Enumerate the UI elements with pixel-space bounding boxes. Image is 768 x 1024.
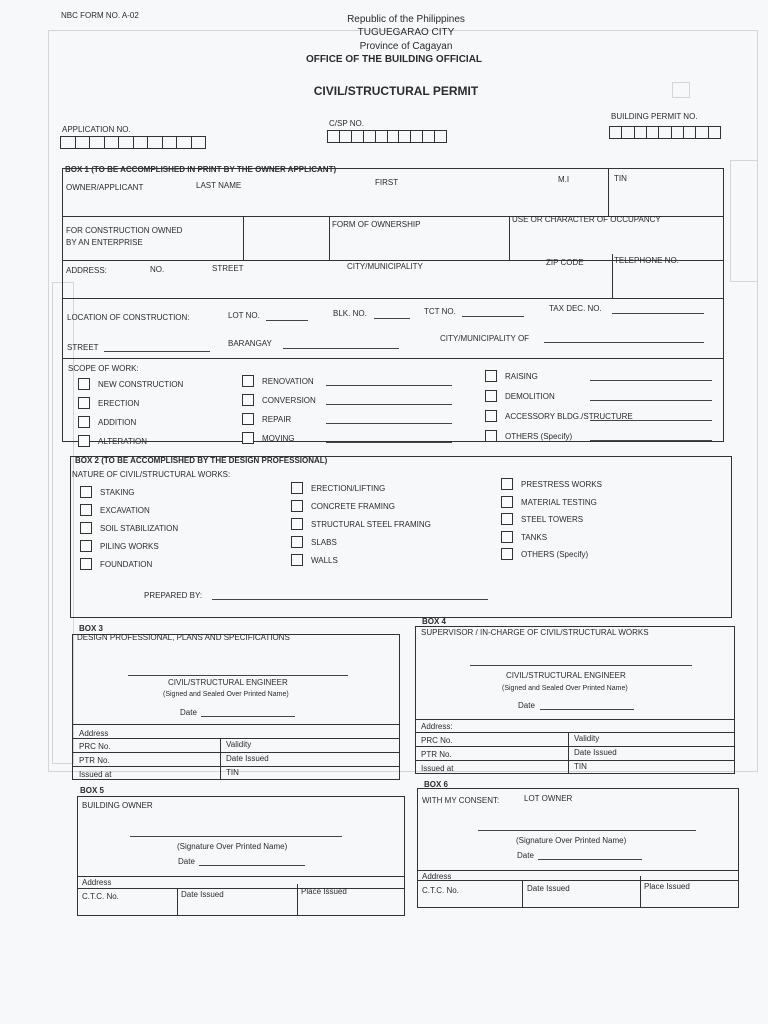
divider bbox=[177, 888, 178, 916]
barangay-label: BARANGAY bbox=[228, 339, 272, 348]
box4-role: CIVIL/STRUCTURAL ENGINEER bbox=[506, 671, 626, 680]
checkbox-label: RAISING bbox=[505, 372, 538, 381]
barangay-line[interactable] bbox=[283, 348, 399, 349]
box3-prc-label: PRC No. bbox=[79, 742, 111, 751]
divider bbox=[415, 732, 735, 733]
checkbox-label: ACCESSORY BLDG./STRUCTURE bbox=[505, 412, 633, 421]
checkbox[interactable] bbox=[242, 375, 254, 387]
box4-date-label: Date bbox=[518, 701, 535, 710]
checkbox-label: ERECTION bbox=[98, 399, 140, 408]
divider bbox=[243, 216, 244, 260]
box3-date-issued-label: Date Issued bbox=[226, 754, 269, 763]
middle-initial-label: M.I bbox=[558, 175, 570, 184]
box3-signature-line[interactable] bbox=[128, 675, 348, 676]
checkbox[interactable] bbox=[485, 370, 497, 382]
box4-tin-label: TIN bbox=[574, 762, 587, 771]
enterprise-label-1: FOR CONSTRUCTION OWNED bbox=[66, 226, 183, 235]
checkbox-label: CONCRETE FRAMING bbox=[311, 502, 395, 511]
checkbox-label: STAKING bbox=[100, 488, 135, 497]
nature-of-works-label: NATURE OF CIVIL/STRUCTURAL WORKS: bbox=[72, 470, 231, 479]
checkbox-label: RENOVATION bbox=[262, 377, 314, 386]
form-of-ownership-label: FORM OF OWNERSHIP bbox=[332, 220, 421, 229]
checkbox-label: EXCAVATION bbox=[100, 506, 150, 515]
divider bbox=[417, 880, 739, 881]
tct-no-label: TCT NO. bbox=[424, 307, 456, 316]
checkbox-label: NEW CONSTRUCTION bbox=[98, 380, 184, 389]
divider bbox=[72, 724, 400, 725]
divider bbox=[77, 888, 405, 889]
checkbox[interactable] bbox=[501, 531, 513, 543]
specify-line[interactable] bbox=[590, 420, 712, 421]
specify-line[interactable] bbox=[326, 385, 452, 386]
lot-no-label: LOT NO. bbox=[228, 311, 260, 320]
checkbox-label: REPAIR bbox=[262, 415, 292, 424]
checkbox[interactable] bbox=[291, 500, 303, 512]
divider bbox=[72, 738, 400, 739]
scope-of-work-label: SCOPE OF WORK: bbox=[68, 364, 139, 373]
building-permit-no-cells[interactable] bbox=[609, 126, 721, 139]
divider bbox=[509, 216, 510, 260]
checkbox[interactable] bbox=[78, 378, 90, 390]
last-name-label: LAST NAME bbox=[196, 181, 242, 190]
box6-address-label: Address bbox=[422, 872, 452, 881]
checkbox[interactable] bbox=[80, 486, 92, 498]
prepared-by-label: PREPARED BY: bbox=[144, 591, 203, 600]
box6-frame bbox=[417, 788, 739, 908]
checkbox[interactable] bbox=[291, 536, 303, 548]
divider bbox=[640, 876, 641, 908]
divider bbox=[417, 870, 739, 871]
box3-role: CIVIL/STRUCTURAL ENGINEER bbox=[168, 678, 288, 687]
republic-line: Republic of the Philippines bbox=[347, 14, 465, 25]
address-no-label: NO. bbox=[150, 265, 165, 274]
prepared-by-line[interactable] bbox=[212, 599, 488, 600]
box2-heading: BOX 2 (TO BE ACCOMPLISHED BY THE DESIGN PROFESSIONAL) bbox=[75, 456, 328, 465]
checkbox[interactable] bbox=[291, 482, 303, 494]
divider bbox=[415, 760, 735, 761]
divider bbox=[415, 719, 735, 720]
specify-line[interactable] bbox=[326, 404, 452, 405]
tax-dec-no-label: TAX DEC. NO. bbox=[549, 304, 602, 313]
box6-date-label: Date bbox=[517, 851, 534, 860]
office-line: OFFICE OF THE BUILDING OFFICIAL bbox=[305, 54, 483, 65]
checkbox[interactable] bbox=[485, 430, 497, 442]
checkbox-label: ALTERATION bbox=[98, 437, 148, 446]
box3-address-label: Address bbox=[79, 729, 109, 738]
divider bbox=[72, 766, 400, 767]
box4-address-label: Address: bbox=[421, 722, 453, 731]
checkbox[interactable] bbox=[485, 410, 497, 422]
divider bbox=[62, 358, 724, 359]
divider bbox=[62, 298, 724, 299]
city-municipality-line[interactable] bbox=[544, 342, 704, 343]
divider bbox=[220, 738, 221, 780]
telephone-label: TELEPHONE NO. bbox=[614, 256, 679, 265]
city-line: TUGUEGARAO CITY bbox=[357, 27, 455, 38]
location-label: LOCATION OF CONSTRUCTION: bbox=[67, 313, 190, 322]
checkbox[interactable] bbox=[291, 554, 303, 566]
box6-label: BOX 6 bbox=[424, 780, 449, 789]
box5-address-label: Address bbox=[82, 878, 112, 887]
address-label: ADDRESS: bbox=[66, 266, 107, 275]
city-municipality-of-label: CITY/MUNICIPALITY OF bbox=[440, 334, 530, 343]
first-name-label: FIRST bbox=[375, 178, 399, 187]
checkbox-label: FOUNDATION bbox=[100, 560, 153, 569]
box4-title: SUPERVISOR / IN-CHARGE OF CIVIL/STRUCTURAL WORKS bbox=[421, 628, 649, 637]
bleed-through-box bbox=[730, 160, 758, 282]
box6-date-issued-label: Date Issued bbox=[527, 884, 570, 893]
checkbox[interactable] bbox=[242, 413, 254, 425]
box3-ptr-label: PTR No. bbox=[79, 756, 110, 765]
specify-line[interactable] bbox=[590, 380, 712, 381]
divider bbox=[415, 746, 735, 747]
box4-prc-label: PRC No. bbox=[421, 736, 453, 745]
divider bbox=[568, 732, 569, 774]
checkbox[interactable] bbox=[80, 540, 92, 552]
checkbox-label: MATERIAL TESTING bbox=[521, 497, 597, 507]
box5-place-issued-label: Place Issued bbox=[301, 887, 347, 896]
divider bbox=[297, 884, 298, 916]
tin-label: TIN bbox=[614, 174, 627, 183]
box5-title: BUILDING OWNER bbox=[82, 801, 153, 810]
box5-frame bbox=[77, 796, 405, 916]
address-street-label: STREET bbox=[212, 264, 244, 273]
box4-date-issued-label: Date Issued bbox=[574, 748, 617, 757]
checkbox[interactable] bbox=[80, 522, 92, 534]
application-no-label: APPLICATION NO. bbox=[62, 125, 131, 134]
checkbox-label: CONVERSION bbox=[262, 396, 316, 405]
specify-line[interactable] bbox=[326, 423, 452, 424]
box3-title: DESIGN PROFESSIONAL, PLANS AND SPECIFICATIONS bbox=[77, 633, 290, 642]
box3-tin-label: TIN bbox=[226, 768, 239, 777]
box4-issued-at-label: Issued at bbox=[421, 764, 454, 773]
box4-validity-label: Validity bbox=[574, 734, 600, 743]
form-number: NBC FORM NO. A-02 bbox=[61, 11, 139, 20]
checkbox[interactable] bbox=[78, 397, 90, 409]
box4-date-line[interactable] bbox=[540, 709, 634, 710]
box4-label: BOX 4 bbox=[422, 617, 447, 626]
box3-label: BOX 3 bbox=[79, 624, 104, 633]
form-title: CIVIL/STRUCTURAL PERMIT bbox=[313, 84, 479, 98]
application-no-cells[interactable] bbox=[60, 136, 206, 149]
checkbox[interactable] bbox=[242, 394, 254, 406]
checkbox[interactable] bbox=[501, 496, 513, 508]
box5-label: BOX 5 bbox=[80, 786, 105, 795]
box1-heading: BOX 1 (TO BE ACCOMPLISHED IN PRINT BY THE OWNER APPLICANT) bbox=[65, 165, 337, 174]
checkbox-label: SOIL STABILIZATION bbox=[100, 524, 179, 533]
checkbox[interactable] bbox=[501, 548, 513, 560]
checkbox-label: WALLS bbox=[311, 556, 338, 565]
box5-ctc-label: C.T.C. No. bbox=[82, 892, 119, 901]
tax-dec-no-line[interactable] bbox=[612, 313, 704, 314]
box6-ctc-label: C.T.C. No. bbox=[422, 886, 459, 895]
box3-date-label: Date bbox=[180, 708, 197, 717]
checkbox[interactable] bbox=[78, 435, 90, 447]
box3-signed-note: (Signed and Sealed Over Printed Name) bbox=[163, 691, 289, 698]
box5-date-issued-label: Date Issued bbox=[181, 890, 224, 899]
box6-date-line[interactable] bbox=[538, 859, 642, 860]
checkbox-label: PRESTRESS WORKS bbox=[521, 480, 602, 489]
blk-no-line[interactable] bbox=[374, 318, 410, 319]
checkbox-label: DEMOLITION bbox=[505, 392, 555, 401]
divider bbox=[329, 216, 330, 260]
box5-signature-line[interactable] bbox=[130, 836, 342, 837]
checkbox-label: STRUCTURAL STEEL FRAMING bbox=[311, 520, 431, 529]
checkbox[interactable] bbox=[291, 518, 303, 530]
checkbox[interactable] bbox=[501, 478, 513, 490]
checkbox-label: TANKS bbox=[521, 532, 548, 542]
box4-signed-note: (Signed and Sealed Over Printed Name) bbox=[502, 685, 628, 692]
checkbox-label: PILING WORKS bbox=[100, 542, 159, 551]
divider bbox=[522, 880, 523, 908]
enterprise-label-2: BY AN ENTERPRISE bbox=[66, 238, 143, 247]
blk-no-label: BLK. NO. bbox=[333, 309, 367, 318]
box3-date-line[interactable] bbox=[201, 716, 295, 717]
divider bbox=[608, 168, 609, 216]
lot-no-line[interactable] bbox=[266, 320, 308, 321]
checkbox-label: STEEL TOWERS bbox=[521, 515, 584, 524]
csp-no-cells[interactable] bbox=[327, 130, 447, 143]
box6-signature-note: (Signature Over Printed Name) bbox=[516, 836, 627, 845]
checkbox[interactable] bbox=[501, 513, 513, 525]
box4-signature-line[interactable] bbox=[470, 665, 692, 666]
checkbox-label: ERECTION/LIFTING bbox=[311, 484, 386, 493]
checkbox[interactable] bbox=[242, 432, 254, 444]
box5-date-line[interactable] bbox=[199, 865, 305, 866]
checkbox[interactable] bbox=[485, 390, 497, 402]
use-occupancy-label: USE OR CHARACTER OF OCCUPANCY bbox=[512, 215, 661, 224]
csp-no-label: C/SP NO. bbox=[329, 119, 364, 128]
divider bbox=[612, 254, 613, 298]
tct-no-line[interactable] bbox=[462, 316, 524, 317]
box6-lot-owner-label: LOT OWNER bbox=[524, 794, 573, 803]
box6-consent-label: WITH MY CONSENT: bbox=[422, 796, 500, 805]
owner-applicant-label: OWNER/APPLICANT bbox=[66, 183, 144, 192]
address-city-label: CITY/MUNICIPALITY bbox=[347, 262, 423, 271]
checkbox[interactable] bbox=[78, 416, 90, 428]
divider bbox=[77, 876, 405, 877]
checkbox-label: SLABS bbox=[311, 538, 337, 547]
specify-line[interactable] bbox=[326, 442, 452, 443]
building-permit-no-label: BUILDING PERMIT NO. bbox=[611, 112, 698, 121]
box5-date-label: Date bbox=[178, 857, 195, 866]
zip-code-label: ZIP CODE bbox=[546, 258, 584, 267]
box3-issued-at-label: Issued at bbox=[79, 770, 112, 779]
checkbox-label: MOVING bbox=[262, 434, 295, 443]
box4-ptr-label: PTR No. bbox=[421, 750, 452, 759]
checkbox[interactable] bbox=[80, 558, 92, 570]
checkbox-label: ADDITION bbox=[98, 418, 137, 427]
box6-signature-line[interactable] bbox=[478, 830, 696, 831]
checkbox[interactable] bbox=[80, 504, 92, 516]
street-line[interactable] bbox=[104, 351, 210, 352]
box5-signature-note: (Signature Over Printed Name) bbox=[177, 842, 288, 851]
box6-place-issued-label: Place Issued bbox=[644, 882, 690, 891]
divider bbox=[72, 752, 400, 753]
specify-line[interactable] bbox=[590, 440, 712, 441]
province-line: Province of Cagayan bbox=[359, 41, 453, 52]
street-label: STREET bbox=[67, 343, 99, 352]
specify-line[interactable] bbox=[590, 400, 712, 401]
box3-validity-label: Validity bbox=[226, 740, 252, 749]
checkbox-label: OTHERS (Specify) bbox=[505, 432, 573, 441]
checkbox-label: OTHERS (Specify) bbox=[521, 550, 589, 559]
